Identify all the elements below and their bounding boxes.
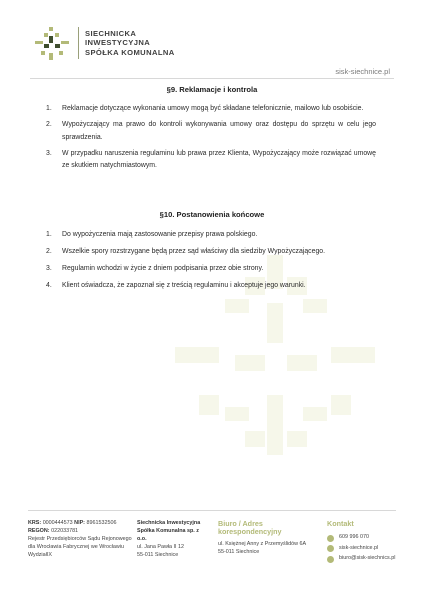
company-wordmark — [85, 29, 175, 57]
company-street: ul. Jana Pawła II 12 — [137, 543, 185, 550]
company-name-2: Spółka Komunalna sp. z o.o. — [137, 527, 200, 542]
contact-web-row — [327, 543, 407, 554]
regon-label: REGON: — [28, 527, 50, 534]
item-text: Wypożyczający ma prawo do kontroli wykonywania umowy oraz dostępu do sprzętu w celu jego sprawdzenia. — [62, 121, 376, 141]
item-text: Regulamin wchodzi w życie z dniem podpisania przez obie strony. — [62, 264, 264, 272]
logo-separator — [78, 27, 79, 59]
krs-label: KRS: — [28, 520, 42, 526]
globe-icon — [327, 545, 334, 552]
item-number: 1. — [46, 105, 52, 112]
contact-title: Kontakt — [327, 519, 354, 528]
contact-web[interactable]: sisk-siechnice.pl — [339, 544, 379, 551]
item-number: 2. — [46, 247, 52, 255]
item-text: Klient oświadcza, że zapoznał się z treścią regulaminu i akceptuje jego warunki. — [62, 281, 306, 289]
court-line-3: WydziałIX — [28, 551, 52, 558]
footer-company — [137, 520, 207, 560]
office-street: ul. Księżnej Anny z Przemyślidów 6A — [218, 540, 307, 547]
section-9-title: §9. Reklamacje i kontrola — [166, 85, 258, 94]
nip-value: 8961532506 — [86, 520, 117, 526]
footer-registry — [28, 520, 143, 560]
company-logo — [35, 27, 69, 61]
wordmark-line-1: SIECHNICKA — [85, 29, 137, 38]
office-city: 55-011 Siechnice — [218, 548, 260, 555]
phone-icon — [327, 535, 334, 542]
mail-icon — [327, 556, 334, 563]
header-divider — [30, 78, 394, 79]
footer-office — [218, 520, 318, 557]
section-9-list — [46, 103, 376, 172]
item-text: W przypadku naruszenia regulaminu lub prawa przez Klienta, Wypożyczający może rozwiązać umowę ze skutkiem natychmiastowym. — [62, 149, 376, 170]
regon-value: 022033781 — [51, 527, 79, 534]
item-text: Reklamacje dotyczące wykonania umowy mogą być składane telefonicznie, mailowo lub osobiście. — [62, 105, 364, 112]
item-number: 3. — [46, 149, 52, 157]
krs-nip-line — [28, 520, 143, 528]
company-city: 55-011 Siechnice — [137, 551, 179, 558]
list-item — [46, 148, 376, 173]
contact-email-row — [327, 554, 407, 565]
list-item — [46, 246, 382, 258]
item-number: 1. — [46, 231, 52, 238]
item-text: Wszelkie spory rozstrzygane będą przez sąd właściwy dla siedziby Wypożyczającego. — [62, 247, 326, 255]
section-10-title: §10. Postanowienia końcowe — [159, 210, 265, 219]
footer-divider — [28, 510, 396, 511]
list-item — [46, 229, 382, 241]
company-name-1: Siechnicka Inwestycyjna — [137, 520, 201, 526]
regon-line — [28, 528, 143, 536]
wordmark-line-2: INWESTYCYJNA — [85, 38, 151, 48]
item-number: 3. — [46, 264, 52, 272]
contact-phone-row — [327, 533, 407, 544]
item-number: 4. — [46, 281, 52, 289]
office-title: Biuro / Adres korespondencyjny — [218, 519, 282, 536]
contact-phone[interactable]: 609 996 070 — [339, 534, 369, 541]
list-item — [46, 263, 382, 275]
list-item — [46, 103, 376, 115]
section-9 — [0, 85, 424, 176]
footer-contact — [327, 520, 407, 564]
item-number: 2. — [46, 121, 52, 129]
section-10 — [0, 210, 424, 297]
list-item — [46, 280, 382, 292]
nip-label: NIP: — [74, 520, 85, 526]
wordmark-line-3: SPÓŁKA KOMUNALNA — [85, 47, 175, 57]
section-10-list — [46, 229, 382, 292]
item-text: Do wypożyczenia mają zastosowanie przepisy prawa polskiego. — [62, 231, 258, 238]
contact-email[interactable]: biuro@sisk-siechnics.pl — [339, 555, 396, 562]
court-line-1: Rejestr Przedsiębiorców Sądu Rejonowego — [28, 535, 132, 542]
header-website: sisk-siechnice.pl — [335, 67, 390, 76]
list-item — [46, 119, 376, 144]
court-line-2: dla Wrocławia Fabrycznej we Wrocławiu — [28, 543, 124, 550]
krs-value: 0000444573 — [42, 520, 73, 526]
